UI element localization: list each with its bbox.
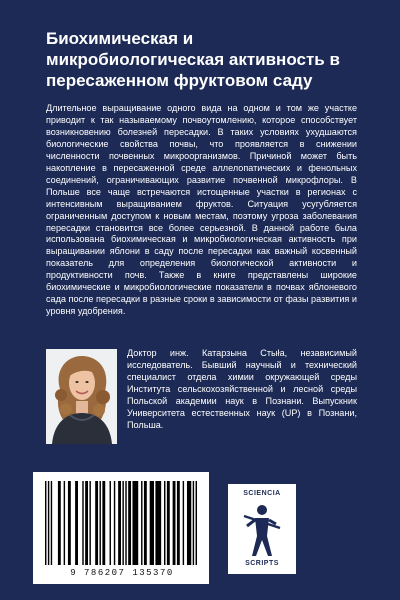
barcode-bar (173, 481, 176, 565)
barcode-bar (89, 481, 90, 565)
barcode-bar (85, 481, 88, 565)
barcode-bar (167, 481, 170, 565)
barcode-bar (68, 481, 71, 565)
barcode-bar (114, 481, 115, 565)
isbn-digits: 9 786207 135370 (70, 568, 174, 578)
barcode-bar (187, 481, 191, 565)
barcode-bar (48, 481, 49, 565)
barcode-bar (118, 481, 121, 565)
barcode-bar (196, 481, 197, 565)
barcode-bar (75, 481, 78, 565)
author-photo (46, 349, 117, 444)
barcode-bar (102, 481, 105, 565)
barcode-bar (45, 481, 46, 565)
barcode-bar (51, 481, 52, 565)
publisher-logo (228, 484, 296, 574)
barcode-bar (82, 481, 83, 565)
barcode-bars (45, 481, 197, 567)
barcode-bar (58, 481, 61, 565)
isbn-barcode (33, 472, 209, 584)
barcode-bar (110, 481, 111, 565)
barcode-bar (122, 481, 123, 565)
barcode-bar (128, 481, 131, 565)
barcode-bar (144, 481, 147, 565)
book-abstract: Длительное выращивание одного вида на одном и том же участке приводит к так называемому почвоутомлению, которое способствует возникновению болезней пересадки. В таких условиях ухудшаются биологические свойства почвы, что проявляется в снижении численности почвенных микроорганизмов. Причиной может быть накопление в пересаженной среде аллелопатических и фенольных соединений, ограничивающих развитие почвенной микрофлоры. В Польше все чаще встречаются истощенные участки в регионах с интенсивным выращиванием фруктов. Ситуация усугубляется ограниченным доступом к новым местам, поэтому угроза заболевания пересадки становится все более серьезной. В данной работе была использована биохимическая и микробиологическая активность при выращивании яблони в саду после пересадки как важный косвенный показатель для определения биологической активности и продуктивности почв. Также в книге представлены широкие биохимические и микробиологические показатели в почвах яблоневого сада после пересадки в разные сроки в зависимости от фазы развития и уровня удобрения. (46, 103, 357, 317)
author-bio: Доктор инж. Катарзына Стыła, независимый исследователь. Бывший научный и технический специалист отдела химии окружающей среды Института сельскохозяйственной и лесной среды Польской академии наук в Познани. Выпускник Университета естественных наук (UP) в Познани, Польша. (127, 348, 357, 430)
barcode-bar (64, 481, 65, 565)
barcode-bar (99, 481, 100, 565)
scientist-figure-icon (242, 502, 282, 558)
book-title: Биохимическая и микробиологическая активность в пересаженном фруктовом саду (46, 29, 340, 90)
barcode-bar (132, 481, 138, 565)
barcode-bar (193, 481, 194, 565)
barcode-bar (125, 481, 126, 565)
publisher-logo-top-text: SCIENCIA (243, 490, 281, 497)
barcode-bar (155, 481, 161, 565)
publisher-logo-bottom-text: SCRIPTS (245, 560, 279, 567)
barcode-bar (183, 481, 184, 565)
barcode-bar (150, 481, 154, 565)
barcode-bar (95, 481, 98, 565)
barcode-bar (164, 481, 165, 565)
barcode-bar (141, 481, 142, 565)
barcode-bar (177, 481, 180, 565)
